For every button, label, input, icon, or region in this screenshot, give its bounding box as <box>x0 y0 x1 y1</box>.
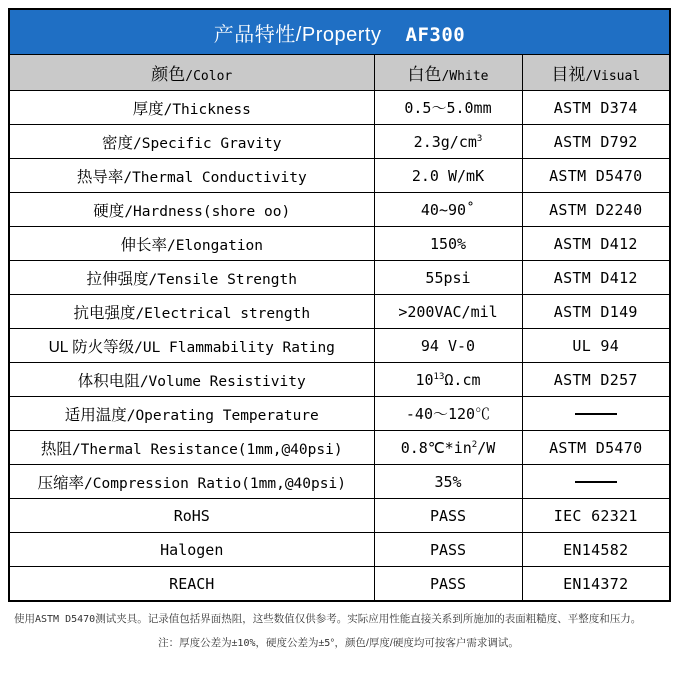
no-test-dash-icon <box>575 481 617 484</box>
row-property-cn: 压缩率 <box>37 474 85 492</box>
footnote-test-method <box>14 612 663 628</box>
row-test: ASTM D2240 <box>522 193 670 227</box>
row-test: ASTM D792 <box>522 125 670 159</box>
row-property-en: /Specific Gravity <box>133 135 282 152</box>
row-property-cn: 密度 <box>102 134 134 152</box>
row-value: PASS <box>374 499 522 533</box>
row-property-cn: UL 防火等级 <box>48 338 135 356</box>
row-property <box>9 363 374 397</box>
row-value-tail: Ω.cm <box>444 370 481 389</box>
row-property-en: /UL Flammability Rating <box>134 339 335 356</box>
row-value-text: 0.8℃*in <box>400 438 472 457</box>
row-test: ASTM D5470 <box>522 431 670 465</box>
row-test: ASTM D149 <box>522 295 670 329</box>
row-property-en: /Hardness(shore oo) <box>124 203 291 220</box>
row-value: -40～120℃ <box>374 397 522 431</box>
row-value <box>374 431 522 465</box>
header-value-en: /White <box>441 69 489 84</box>
row-value-sup: 3 <box>476 133 483 144</box>
row-property: RoHS <box>9 499 374 533</box>
header-test-en: /Visual <box>585 69 641 84</box>
row-test: ASTM D412 <box>522 227 670 261</box>
row-property: REACH <box>9 567 374 602</box>
table-row <box>9 567 670 602</box>
row-property-cn: 拉伸强度 <box>86 270 149 288</box>
footnote-test-method-prefix: 使用 <box>14 613 35 625</box>
table-row <box>9 295 670 329</box>
table-row <box>9 329 670 363</box>
footnote-test-method-body: 测试夹具。记录值包括界面热阻，这些数值仅供参考。实际应用性能直接关系到所施加的表面粗糙度、平整度和压力。 <box>95 613 642 625</box>
table-header-row <box>9 55 670 91</box>
row-property <box>9 397 374 431</box>
row-property <box>9 193 374 227</box>
table-body <box>9 91 670 602</box>
row-property-cn: 热阻 <box>40 440 72 458</box>
header-value <box>374 55 522 91</box>
row-value <box>374 125 522 159</box>
row-property-cn: 适用温度 <box>64 406 127 424</box>
footnote-hardness-tolerance: 5 <box>324 637 331 649</box>
row-property-cn: 硬度 <box>93 202 125 220</box>
row-value-sup: 13 <box>433 371 445 382</box>
table-row <box>9 261 670 295</box>
row-test: UL 94 <box>522 329 670 363</box>
table-row <box>9 227 670 261</box>
table-row <box>9 397 670 431</box>
table-row <box>9 533 670 567</box>
header-property-cn: 颜色 <box>151 65 186 84</box>
row-property-cn: 抗电强度 <box>73 304 136 322</box>
row-property <box>9 295 374 329</box>
row-property: Halogen <box>9 533 374 567</box>
footnote-test-standard: ASTM D5470 <box>35 614 96 625</box>
row-value: PASS <box>374 567 522 602</box>
row-value-sup: 2 <box>471 439 478 450</box>
header-property-en: /Color <box>185 69 233 84</box>
row-property <box>9 431 374 465</box>
row-value-text: 2.3g/cm <box>413 132 477 151</box>
row-property <box>9 465 374 499</box>
row-test: ASTM D257 <box>522 363 670 397</box>
row-test <box>522 465 670 499</box>
table-row <box>9 91 670 125</box>
row-test: ASTM D5470 <box>522 159 670 193</box>
row-value: 150% <box>374 227 522 261</box>
table-row <box>9 363 670 397</box>
table-row <box>9 159 670 193</box>
table-title-row <box>9 9 670 55</box>
row-test <box>522 397 670 431</box>
row-value: 55psi <box>374 261 522 295</box>
row-value: 35% <box>374 465 522 499</box>
row-property-cn: 体积电阻 <box>77 372 140 390</box>
footnote-tolerance-c: °，颜色/厚度/硬度均可按客户需求调试。 <box>330 636 519 649</box>
row-property-en: /Volume Resistivity <box>139 373 306 390</box>
table-row <box>9 465 670 499</box>
row-property <box>9 91 374 125</box>
row-test: EN14582 <box>522 533 670 567</box>
property-table <box>8 8 671 602</box>
row-value: 94 V-0 <box>374 329 522 363</box>
row-value: 0.5～5.0mm <box>374 91 522 125</box>
row-test: EN14372 <box>522 567 670 602</box>
row-property <box>9 227 374 261</box>
table-row <box>9 431 670 465</box>
footnotes <box>8 612 669 652</box>
row-value: 40~90˚ <box>374 193 522 227</box>
row-property-en: /Compression Ratio(1mm,@40psi) <box>84 475 346 492</box>
footnote-tolerance <box>14 636 663 652</box>
row-property-en: /Thickness <box>163 101 251 118</box>
header-value-cn: 白色 <box>407 65 442 84</box>
row-property-cn: 热导率 <box>76 168 124 186</box>
table-title-cell <box>9 9 670 55</box>
footnote-thickness-tolerance: 10% <box>237 637 256 649</box>
footnote-tolerance-a: 注：厚度公差为± <box>158 636 238 649</box>
row-test: ASTM D412 <box>522 261 670 295</box>
row-test: IEC 62321 <box>522 499 670 533</box>
header-test-cn: 目视 <box>551 65 586 84</box>
row-value: 2.0 W/mK <box>374 159 522 193</box>
row-property-en: /Electrical strength <box>135 305 311 322</box>
row-property <box>9 261 374 295</box>
row-value-tail: /W <box>477 438 496 457</box>
header-property <box>9 55 374 91</box>
row-value <box>374 363 522 397</box>
table-row <box>9 499 670 533</box>
row-property-en: /Tensile Strength <box>148 271 297 288</box>
row-property-en: /Elongation <box>166 237 264 254</box>
row-value: >200VAC/mil <box>374 295 522 329</box>
table-title-en: AF300 <box>405 23 466 46</box>
table-row <box>9 125 670 159</box>
table-title-cn: 产品特性/Property <box>213 23 382 46</box>
row-property-en: /Thermal Resistance(1mm,@40psi) <box>71 441 343 458</box>
footnote-tolerance-b: ，硬度公差为± <box>255 636 325 649</box>
row-property <box>9 159 374 193</box>
row-value-text: 10 <box>415 370 434 389</box>
row-test: ASTM D374 <box>522 91 670 125</box>
row-property <box>9 125 374 159</box>
row-property-en: /Thermal Conductivity <box>123 169 307 186</box>
row-value: PASS <box>374 533 522 567</box>
table-row <box>9 193 670 227</box>
row-property <box>9 329 374 363</box>
row-property-en: /Operating Temperature <box>126 407 319 424</box>
no-test-dash-icon <box>575 413 617 416</box>
header-test <box>522 55 670 91</box>
row-property-cn: 伸长率 <box>120 236 167 254</box>
row-property-cn: 厚度 <box>132 100 164 118</box>
